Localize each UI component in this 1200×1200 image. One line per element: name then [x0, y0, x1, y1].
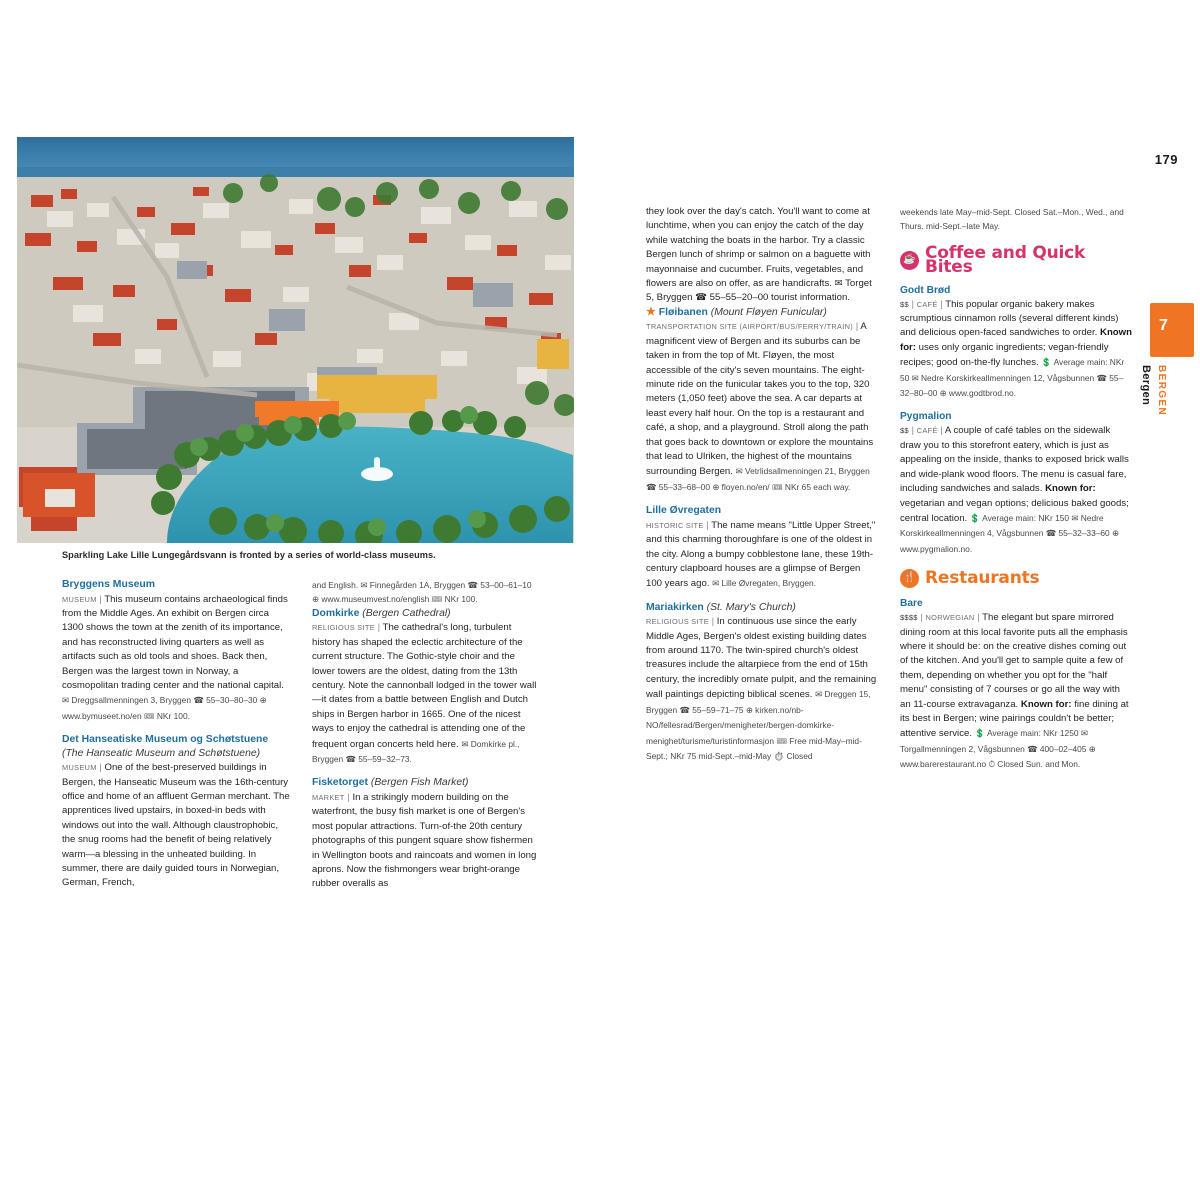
venue-category: CAFÉ [916, 299, 938, 309]
venue-details: 💲 Average main: NKr 150 ✉ Nedre Korskirkeallmenningen 4, Vågsbunnen ☎ 55–32–33–60 ⊕ www.pygmalion.no. [900, 512, 1120, 554]
venue-name: Bare [900, 598, 923, 610]
entry-body: MUSEUM | This museum contains archaeological finds from the Middle Ages. An exhibit on Bergen circa 1300 shows the town at the zenith of its importance, and has reconstructed living quarters as well as artifacts such as old tools and shoes. Back then, Bergen was the largest town in Norway, a cosmopolitan trading center and the national capital. ✉ Dreggsallmenningen 3, Bryggen ☎ 55–30–80–30 ⊕ www.bymuseet.no/en 🎟 NKr 100. [62, 593, 288, 721]
entry-lille-ovregaten [646, 504, 878, 592]
entry-category: HISTORIC SITE [646, 520, 704, 530]
entry-mariakirken [646, 601, 878, 765]
known-for-text: fine dining at its best in Bergen; wine pairings couldn't be better; attentive service. [900, 698, 1129, 740]
venue-body: $$ | CAFÉ | This popular organic bakery makes scrumptious cinnamon rolls (several different kinds) and delicious open-faced sandwiches to order. Known for: uses only organic ingredients; vegan-friendly recipes; good on-the-fly lunches. 💲 Average main: NKr 50 ✉ Nedre Korskirkeallmenningen 12, Vågsbunnen ☎ 55–32–80–00 ⊕ www.godtbrod.no. [900, 298, 1132, 399]
text-column-2 [312, 578, 540, 901]
entry-fisketorget [312, 776, 540, 891]
entry-category: MUSEUM [62, 763, 97, 773]
entry-description: In a strikingly modern building on the waterfront, the busy fish market is one of Bergen's most popular attractions. Turn-of-the 20th century photographs of this pungent square show fishermen in Wellington boots and raincoats and women in long aprons. Now the fishmongers wear bright-orange rubber overalls as [312, 791, 537, 890]
entry-category: MARKET [312, 792, 345, 802]
section-heading-coffee-and-quick-bites [900, 242, 1132, 278]
entry-category: RELIGIOUS SITE [646, 617, 709, 627]
venue-body: $$$$ | NORWEGIAN | The elegant but spare mirrored dining room at this local favorite puts all the emphasis where it should be: on the creative dishes coming out of the kitchen. And you'll get to sample quite a few of them, depending on whether you opt for the "half menu" consisting of 7 courses or go all the way with an 11-course extravaganza. Known for: fine dining at its best in Bergen; wine pairings couldn't be better; attentive service. 💲 Average main: NKr 1250 ✉ Torgallmenningen 2, Vågsbunnen ☎ 400–02–405 ⊕ www.barerestaurant.no ⏱ Closed Sun. and Mon. [900, 612, 1129, 770]
venue-category: NORWEGIAN [925, 613, 975, 623]
entry-body: TRANSPORTATION SITE (AIRPORT/BUS/FERRY/TRAIN) | A magnificent view of Bergen and its suburbs can be taken in from the top of Mt. Fløyen, the most accessible of the city's seven mountains. The eight-minute ride on the funicular takes you to the top, 320 meters (1,050 feet) above the sea. A car departs at least every half hour. On the top is a restaurant and café, a shop, and a playground. Stroll along the path that goes back to downtown or explore the mountains that lead to Ulriken, the highest of the mountains surrounding Bergen. ✉ Vetrlidsallmenningen 21, Bryggen ☎ 55–33–68–00 ⊕ floyen.no/en/ 🎟 NKr 65 each way. [646, 321, 874, 492]
entry-bryggens-museum [62, 578, 290, 724]
entry-description: This museum contains archaeological finds from the Middle Ages. An exhibit on Bergen circa 1300 shows the town at the zenith of its importance, and has reconstructed living quarters as well as artifacts such as old tools and shoes. Back then, Bergen was the largest town in Norway, a cosmopolitan trading center and the national capital. [62, 593, 288, 691]
fork-knife-icon: 🍴 [900, 569, 919, 588]
entry-name: Fløibanen [658, 306, 708, 318]
venue-description: The elegant but spare mirrored dining room at this local favorite puts all the emphasis where it should be: on the creative dishes coming out of the kitchen. And you'll get to sample quite a few of them, depending on whether you opt for the "half menu" consisting of 7 courses or go all the way with an 11-course extravaganza. [900, 612, 1128, 710]
chapter-number: 7 [1159, 317, 1168, 334]
entry-title [646, 504, 878, 518]
entry-title [312, 607, 540, 621]
entry-category: MUSEUM [62, 594, 97, 604]
section-title: Restaurants [925, 568, 1040, 589]
entry-body: MUSEUM | One of the best-preserved buildings in Bergen, the Hanseatic Museum was the 16th-century office and home of an affluent German merchant. The apprentices lived upstairs, in boxed-in beds with windows out into the wall. Although claustrophobic, the snug rooms had the benefit of being relatively warm—a blessing in the unheated building. In summer, there are daily guided tours in Norwegian, German, French, [62, 762, 290, 889]
photo-caption: Sparkling Lake Lille Lungegårdsvann is fronted by a series of world-class museums. [62, 550, 436, 560]
price-range: $$$$ [900, 613, 918, 623]
venue-body: $$ | CAFÉ | A couple of café tables on the sidewalk draw you to this storefront eatery, which is just as appealing on the inside, thanks to exposed brick walls and wide-plank wood floors. The menu is casual fare, including sandwiches and salads. Known for: vegetarian and vegan options; delicious baked goods; central location. 💲 Average main: NKr 150 ✉ Nedre Korskirkeallmenningen 4, Vågsbunnen ☎ 55–32–33–60 ⊕ www.pygmalion.no. [900, 425, 1129, 554]
entry-translation: (Bergen Fish Market) [370, 777, 469, 789]
price-range: $$ [900, 426, 909, 436]
known-for-text: uses only organic ingredients; vegan-friendly recipes; good on-the-fly lunches. [900, 341, 1109, 369]
entry-title [646, 306, 878, 320]
chapter-tab-sublabel: BERGEN [1156, 365, 1167, 417]
section-heading-restaurants [900, 569, 1132, 588]
known-for-label: Known for: [900, 327, 1132, 353]
entry-details: ✉ Dreggsallmenningen 3, Bryggen ☎ 55–30–80–30 ⊕ www.bymuseet.no/en 🎟 NKr 100. [62, 695, 267, 721]
known-for-text: vegetarian and vegan options; delicious baked goods; central location. [900, 497, 1129, 524]
entry-details: ✉ Vetrlidsallmenningen 21, Bryggen ☎ 55–33–68–00 ⊕ floyen.no/en/ 🎟 NKr 65 each way. [646, 466, 870, 492]
entry-body: RELIGIOUS SITE | The cathedral's long, turbulent history has shaped the eclectic architecture of the current structure. The Gothic-style choir and the lower towers are the oldest, dating from the 13th century. Note the cannonball lodged in the tower wall—it dates from a battle between English and Dutch ships in Bergen harbor in 1665. One of the nicest ways to enjoy the cathedral is attending one of the frequent organ concerts held here. ✉ Domkirke pl., Bryggen ☎ 55–59–32–73. [312, 622, 537, 764]
entry-name: Domkirke [312, 607, 360, 619]
venue-pygmalion [900, 410, 1132, 557]
text-column-4 [900, 205, 1132, 782]
entry-title [62, 578, 290, 592]
entry-domkirke [312, 607, 540, 768]
entry-description: A magnificent view of Bergen and its suburbs can be taken in from the top of Mt. Fløyen, the most accessible of the city's seven mountains. The eight-minute ride on the funicular takes you to the top, 320 meters (1,050 feet) above the sea. A car departs at least every half hour. On the top is a restaurant and café, a shop, and a playground. Stroll along the path that goes back to downtown or explore the mountains that lead to Ulriken, the highest of the mountains surrounding Bergen. [646, 321, 874, 478]
continued-text: they look over the day's catch. You'll want to come at lunchtime, when you can enjoy the catch of the day while watching the boats in the harbor. Try a classic Bergen lunch of shrimp or salmon on a baguette with mayonnaise and cucumber. Fruits, vegetables, and flowers are also on offer, as are handicrafts. ✉ Torget 5, Bryggen ☎ 55–55–20–00 tourist information. [646, 206, 872, 304]
venue-details: 💲 Average main: NKr 1250 ✉ Torgallmenningen 2, Vågsbunnen ☎ 400–02–405 ⊕ www.barerestaurant.no ⏱ Closed Sun. and Mon. [900, 728, 1096, 770]
entry-body: HISTORIC SITE | The name means "Little Upper Street," and this charming thoroughfare is one of the oldest in the city. Along a bumpy cobblestone lane, these 19th-century clapboard houses are a glimpse of Bergen 100 years ago. ✉ Lille Øvregaten, Bryggen. [646, 519, 876, 590]
known-for-label: Known for: [1045, 483, 1096, 495]
known-for-label: Known for: [1020, 698, 1072, 710]
entry-title [62, 733, 290, 760]
venue-category: CAFÉ [916, 426, 938, 436]
entry-title [646, 601, 878, 615]
entry-description: The name means "Little Upper Street," and this charming thoroughfare is one of the oldest in the city. Along a bumpy cobblestone lane, these 19th-century clapboard houses are a glimpse of Bergen 100 years ago. [646, 519, 876, 590]
venue-description: This popular organic bakery makes scrumptious cinnamon rolls (several different kinds) and delicious open-faced sandwiches to order. [900, 298, 1119, 339]
coffee-cup-icon: ☕ [900, 251, 919, 270]
entry-translation: (Bergen Cathedral) [362, 607, 451, 619]
entry-translation: (The Hanseatic Museum and Schøtstuene) [62, 747, 261, 759]
entry-category: RELIGIOUS SITE [312, 623, 375, 633]
entry-details: ✉ Dreggen 15, Bryggen ☎ 55–59–71–75 ⊕ kirken.no/nb-NO/fellesrad/Bergen/menigheter/bergen-domkirke-menighet/turisme/turistinformasjon 🎟 Free mid-May–mid-Sept.; NKr 75 mid-Sept.–mid-May ⏱ Closed [646, 689, 871, 761]
entry-body: MARKET | In a strikingly modern building on the waterfront, the busy fish market is one of Bergen's most popular attractions. Turn-of-the 20th century photographs of this pungent square show fishermen in Wellington boots and raincoats and women in long aprons. Now the fishmongers wear bright-orange rubber overalls as [312, 791, 537, 890]
entry-description: In continuous use since the early Middle Ages, Bergen's oldest existing building dates from around 1170. The twin-spired church's oldest treasures include the altarpiece from the end of 15th century, the incredibly ornate pulpit, and the remaining wall paintings depicting biblical scenes. [646, 616, 877, 701]
text-column-3 [646, 205, 878, 773]
entry-title [312, 776, 540, 790]
entry-translation: (St. Mary's Church) [706, 601, 796, 613]
star-icon: ★ [646, 305, 656, 318]
venue-bare [900, 597, 1132, 772]
venue-name: Pygmalion [900, 411, 952, 423]
entry-name: Det Hanseatiske Museum og Schøtstuene [62, 734, 269, 746]
venue-details: 💲 Average main: NKr 50 ✉ Nedre Korskirkeallmenningen 12, Vågsbunnen ☎ 55–32–80–00 ⊕ www.godtbrod.no. [900, 357, 1125, 399]
entry-name: Mariakirken [646, 601, 704, 613]
venue-godt-brod [900, 284, 1132, 402]
photo-bergen-aerial [17, 137, 574, 543]
entry-body: RELIGIOUS SITE | In continuous use since the early Middle Ages, Bergen's oldest existing building dates from around 1170. The twin-spired church's oldest treasures include the altarpiece from the end of 15th century, the incredibly ornate pulpit, and the remaining wall paintings depicting biblical scenes. ✉ Dreggen 15, Bryggen ☎ 55–59–71–75 ⊕ kirken.no/nb-NO/fellesrad/Bergen/menigheter/bergen-domkirke-menighet/turisme/turistinformasjon 🎟 Free mid-May–mid-Sept.; NKr 75 mid-Sept.–mid-May ⏱ Closed [646, 616, 877, 761]
chapter-tab-label: Bergen [1140, 365, 1152, 406]
entry-translation: (Mount Fløyen Funicular) [710, 306, 827, 318]
entry-details: ✉ Lille Øvregaten, Bryggen. [712, 578, 817, 589]
continued-text: weekends late May–mid-Sept. Closed Sat.–Mon., Wed., and Thurs. mid-Sept.–late May. [900, 207, 1124, 232]
entry-name: Fisketorget [312, 777, 369, 789]
section-title: Coffee and Quick Bites [925, 242, 1086, 278]
entry-category: TRANSPORTATION SITE (AIRPORT/BUS/FERRY/TRAIN) [646, 322, 854, 332]
entry-description: The cathedral's long, turbulent history has shaped the eclectic architecture of the current structure. The Gothic-style choir and the lower towers are the oldest, dating from the 13th century. Note the cannonball lodged in the tower wall—it dates from a battle between English and Dutch ships in Bergen harbor in 1665. One of the nicest ways to enjoy the cathedral is attending one of the frequent organ concerts held here. [312, 622, 537, 750]
chapter-tab [1150, 303, 1194, 357]
continued-text: and English. ✉ Finnegården 1A, Bryggen ☎ 53–00–61–10 ⊕ www.museumvest.no/english 🎟 NKr 100. [312, 580, 532, 605]
venue-name: Godt Brød [900, 284, 951, 296]
page-number: 179 [1154, 152, 1178, 167]
venue-description: A couple of café tables on the sidewalk draw you to this storefront eatery, which is just as appealing on the inside, thanks to exposed brick walls and wide-plank wood floors. The menu is casual fare, including sandwiches and salads. [900, 425, 1129, 495]
entry-name: Bryggens Museum [62, 579, 155, 590]
price-range: $$ [900, 299, 909, 309]
entry-description: One of the best-preserved buildings in Bergen, the Hanseatic Museum was the 16th-century office and home of an affluent German merchant. The apprentices lived upstairs, in boxed-in beds with windows out into the wall. Although claustrophobic, the snug rooms had the benefit of being relatively warm—a blessing in the unheated building. In summer, there are daily guided tours in Norwegian, German, French, [62, 762, 290, 889]
entry-floibanen [646, 306, 878, 495]
entry-name: Lille Øvregaten [646, 505, 722, 517]
entry-details: ✉ Domkirke pl., Bryggen ☎ 55–59–32–73. [312, 738, 520, 764]
text-column-1 [62, 578, 290, 900]
entry-hanseatic-museum [62, 733, 290, 891]
